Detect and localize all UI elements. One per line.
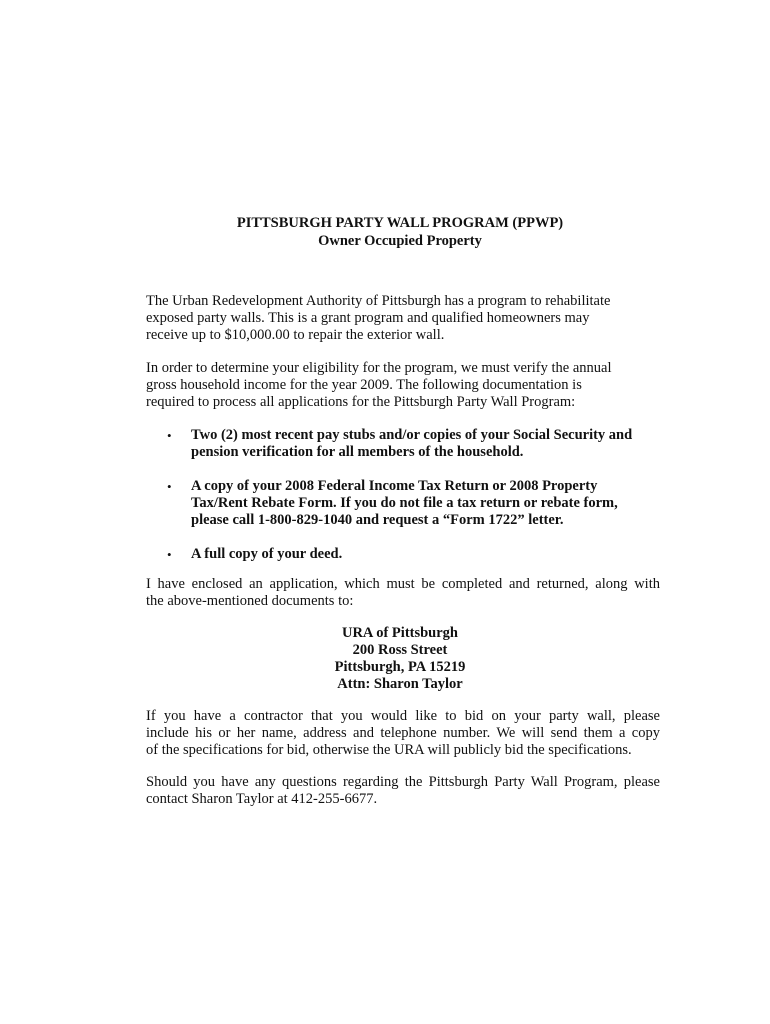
text-line: the above-mentioned documents to:	[146, 593, 354, 609]
text-line: receive up to $10,000.00 to repair the exterior wall.	[146, 327, 445, 343]
text-line: please call 1-800-829-1040 and request a “Form 1722” letter.	[191, 512, 564, 528]
bullet-icon: •	[167, 428, 172, 443]
bullet-icon: •	[167, 547, 172, 562]
list-item	[146, 427, 666, 461]
text-line: pension verification for all members of the household.	[191, 444, 524, 460]
text-line: exposed party walls. This is a grant program and qualified homeowners may	[146, 310, 590, 326]
text-line: If you have a contractor that you would like to bid on your party wall, please	[146, 708, 660, 724]
contact-paragraph	[146, 774, 660, 808]
text-line: include his or her name, address and telephone number. We will send them a copy	[146, 725, 660, 741]
text-line: The Urban Redevelopment Authority of Pittsburgh has a program to rehabilitate	[146, 293, 611, 309]
mailing-address	[0, 625, 770, 693]
text-line: A full copy of your deed.	[191, 546, 343, 562]
intro-paragraph	[146, 293, 660, 344]
text-line: A copy of your 2008 Federal Income Tax Return or 2008 Property	[191, 478, 598, 494]
text-line: Should you have any questions regarding the Pittsburgh Party Wall Program, please	[146, 774, 660, 790]
bullet-icon: •	[167, 479, 172, 494]
list-item	[146, 478, 666, 529]
text-line: of the specifications for bid, otherwise the URA will publicly bid the specifications.	[146, 742, 632, 758]
text-line: Two (2) most recent pay stubs and/or copies of your Social Security and	[191, 427, 633, 443]
title-line-1: PITTSBURGH PARTY WALL PROGRAM (PPWP)	[236, 215, 564, 231]
address-line-3: Pittsburgh, PA 15219	[334, 659, 466, 675]
eligibility-paragraph	[146, 360, 660, 411]
title-line-2: Owner Occupied Property	[318, 233, 482, 249]
text-line: I have enclosed an application, which must be completed and returned, along with	[146, 576, 660, 592]
text-line: gross household income for the year 2009. The following documentation is	[146, 377, 582, 393]
required-documents-list	[146, 427, 666, 563]
address-line-2: 200 Ross Street	[352, 642, 448, 658]
text-line: required to process all applications for the Pittsburgh Party Wall Program:	[146, 394, 576, 410]
text-line: Tax/Rent Rebate Form. If you do not file a tax return or rebate form,	[191, 495, 618, 511]
contractor-paragraph	[146, 708, 660, 759]
enclosed-application-paragraph	[146, 576, 660, 610]
text-line: contact Sharon Taylor at 412-255-6677.	[146, 791, 378, 807]
document-title	[0, 214, 770, 250]
list-item	[146, 546, 666, 563]
address-line-1: URA of Pittsburgh	[341, 625, 458, 641]
text-line: In order to determine your eligibility for the program, we must verify the annual	[146, 360, 612, 376]
address-line-4: Attn: Sharon Taylor	[337, 676, 463, 692]
